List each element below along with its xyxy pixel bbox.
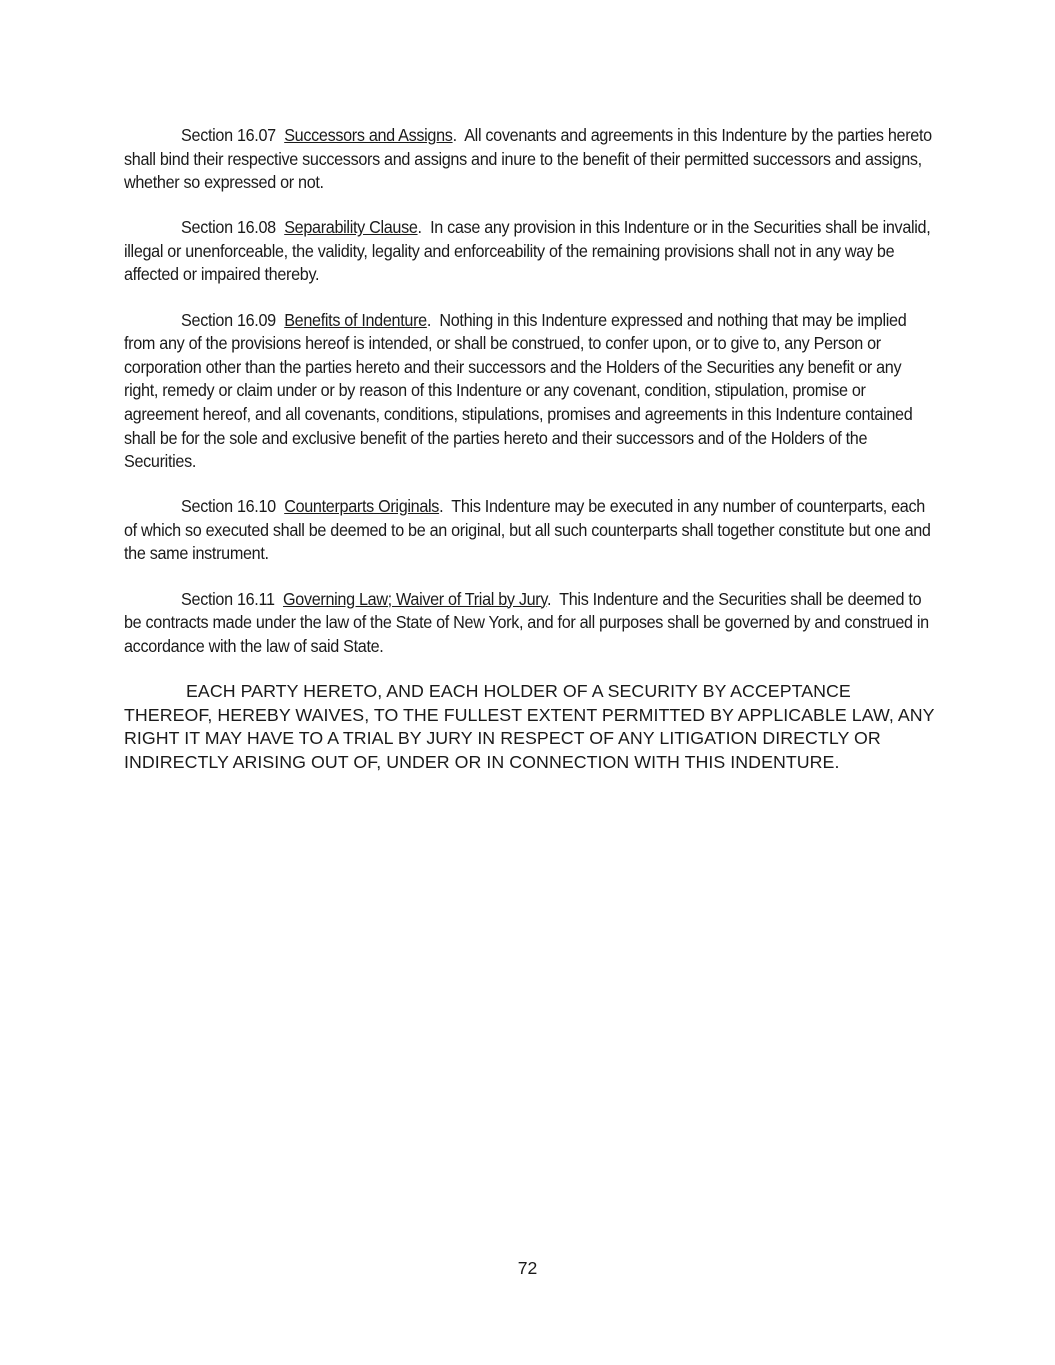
section-body: This Indenture may be executed in any number of counterparts, each of which so executed shall be deemed to be an original, but all such counterparts shall together constitute but one and the same instrument. (124, 496, 931, 564)
section-heading: Benefits of Indenture (284, 309, 427, 330)
section-heading: Counterparts Originals (284, 496, 440, 517)
section-heading: Governing Law; Waiver of Trial by Jury (283, 588, 547, 609)
section-number: Section 16.07 (181, 125, 276, 145)
page-number: 72 (517, 1258, 538, 1278)
section-heading: Successors and Assigns (284, 125, 453, 145)
section-body: Nothing in this Indenture expressed and nothing that may be implied from any of the provisions hereof is intended, or shall be construed, to confer upon, or to give to, any Person or corporation other than the parties hereto and their successors and the Holders of the Securities any benefit or any right, remedy or claim under or by reason of this Indenture or any covenant, condition, stipulation, promise or agreement hereof, and all covenants, conditions, stipulations, promises and agreements in this Indenture contained shall be for the sole and exclusive benefit of the parties hereto and their successors and of the Holders of the Securities. (124, 309, 913, 472)
jury-waiver-text: EACH PARTY HERETO, AND EACH HOLDER OF A SECURITY BY ACCEPTANCE THEREOF, HEREBY WAIVES, TO THE FULLEST EXTENT PERMITTED BY APPLICABLE LAW, ANY RIGHT IT MAY HAVE TO A TRIAL BY JURY IN RESPECT OF ANY LITIGATION DIRECTLY OR INDIRECTLY ARISING OUT OF, UNDER OR IN CONNECTION WITH THIS INDENTURE. (124, 680, 935, 773)
section-16-10: Section 16.10 Counterparts Originals. This Indenture may be executed in any number of counterparts, each of which so executed shall be deemed to be an original, but all such counterparts shall together constitute but one and the same instrument. (124, 496, 931, 564)
page-content (124, 124, 936, 775)
section-body: This Indenture and the Securities shall be deemed to be contracts made under the law of the State of New York, and for all purposes shall be governed by and construed in accordance with the law of said State. (124, 588, 929, 656)
section-heading: Separability Clause (284, 217, 418, 238)
section-16-08: Section 16.08 Separability Clause. In case any provision in this Indenture or in the Securities shall be invalid, illegal or unenforceable, the validity, legality and enforceability of the remaining provisions shall not in any way be affected or impaired thereby. (124, 217, 931, 285)
section-16-07: Section 16.07 Successors and Assigns. All covenants and agreements in this Indenture by the parties hereto shall bind their respective successors and assigns and inure to the benefit of their permitted successors and assigns, whether so expressed or not. (124, 125, 932, 193)
section-16-11: Section 16.11 Governing Law; Waiver of Trial by Jury. This Indenture and the Securities shall be deemed to be contracts made under the law of the State of New York, and for all purposes shall be governed by and construed in accordance with the law of said State. (124, 588, 929, 656)
section-number: Section 16.08 (181, 217, 276, 238)
section-number: Section 16.10 (181, 496, 276, 517)
section-16-09: Section 16.09 Benefits of Indenture. Nothing in this Indenture expressed and nothing that may be implied from any of the provisions hereof is intended, or shall be construed, to confer upon, or to give to, any Person or corporation other than the parties hereto and their successors and the Holders of the Securities any benefit or any right, remedy or claim under or by reason of this Indenture or any covenant, condition, stipulation, promise or agreement hereof, and all covenants, conditions, stipulations, promises and agreements in this Indenture contained shall be for the sole and exclusive benefit of the parties hereto and their successors and of the Holders of the Securities. (124, 309, 913, 472)
section-body: In case any provision in this Indenture or in the Securities shall be invalid, illegal or unenforceable, the validity, legality and enforceability of the remaining provisions shall not in any way be affected or impaired thereby. (124, 217, 931, 285)
section-body: All covenants and agreements in this Indenture by the parties hereto shall bind their respective successors and assigns and inure to the benefit of their permitted successors and assigns, whether so expressed or not. (124, 125, 932, 193)
section-number: Section 16.09 (181, 309, 276, 330)
section-number: Section 16.11 (181, 588, 275, 609)
jury-waiver-paragraph (124, 680, 936, 775)
